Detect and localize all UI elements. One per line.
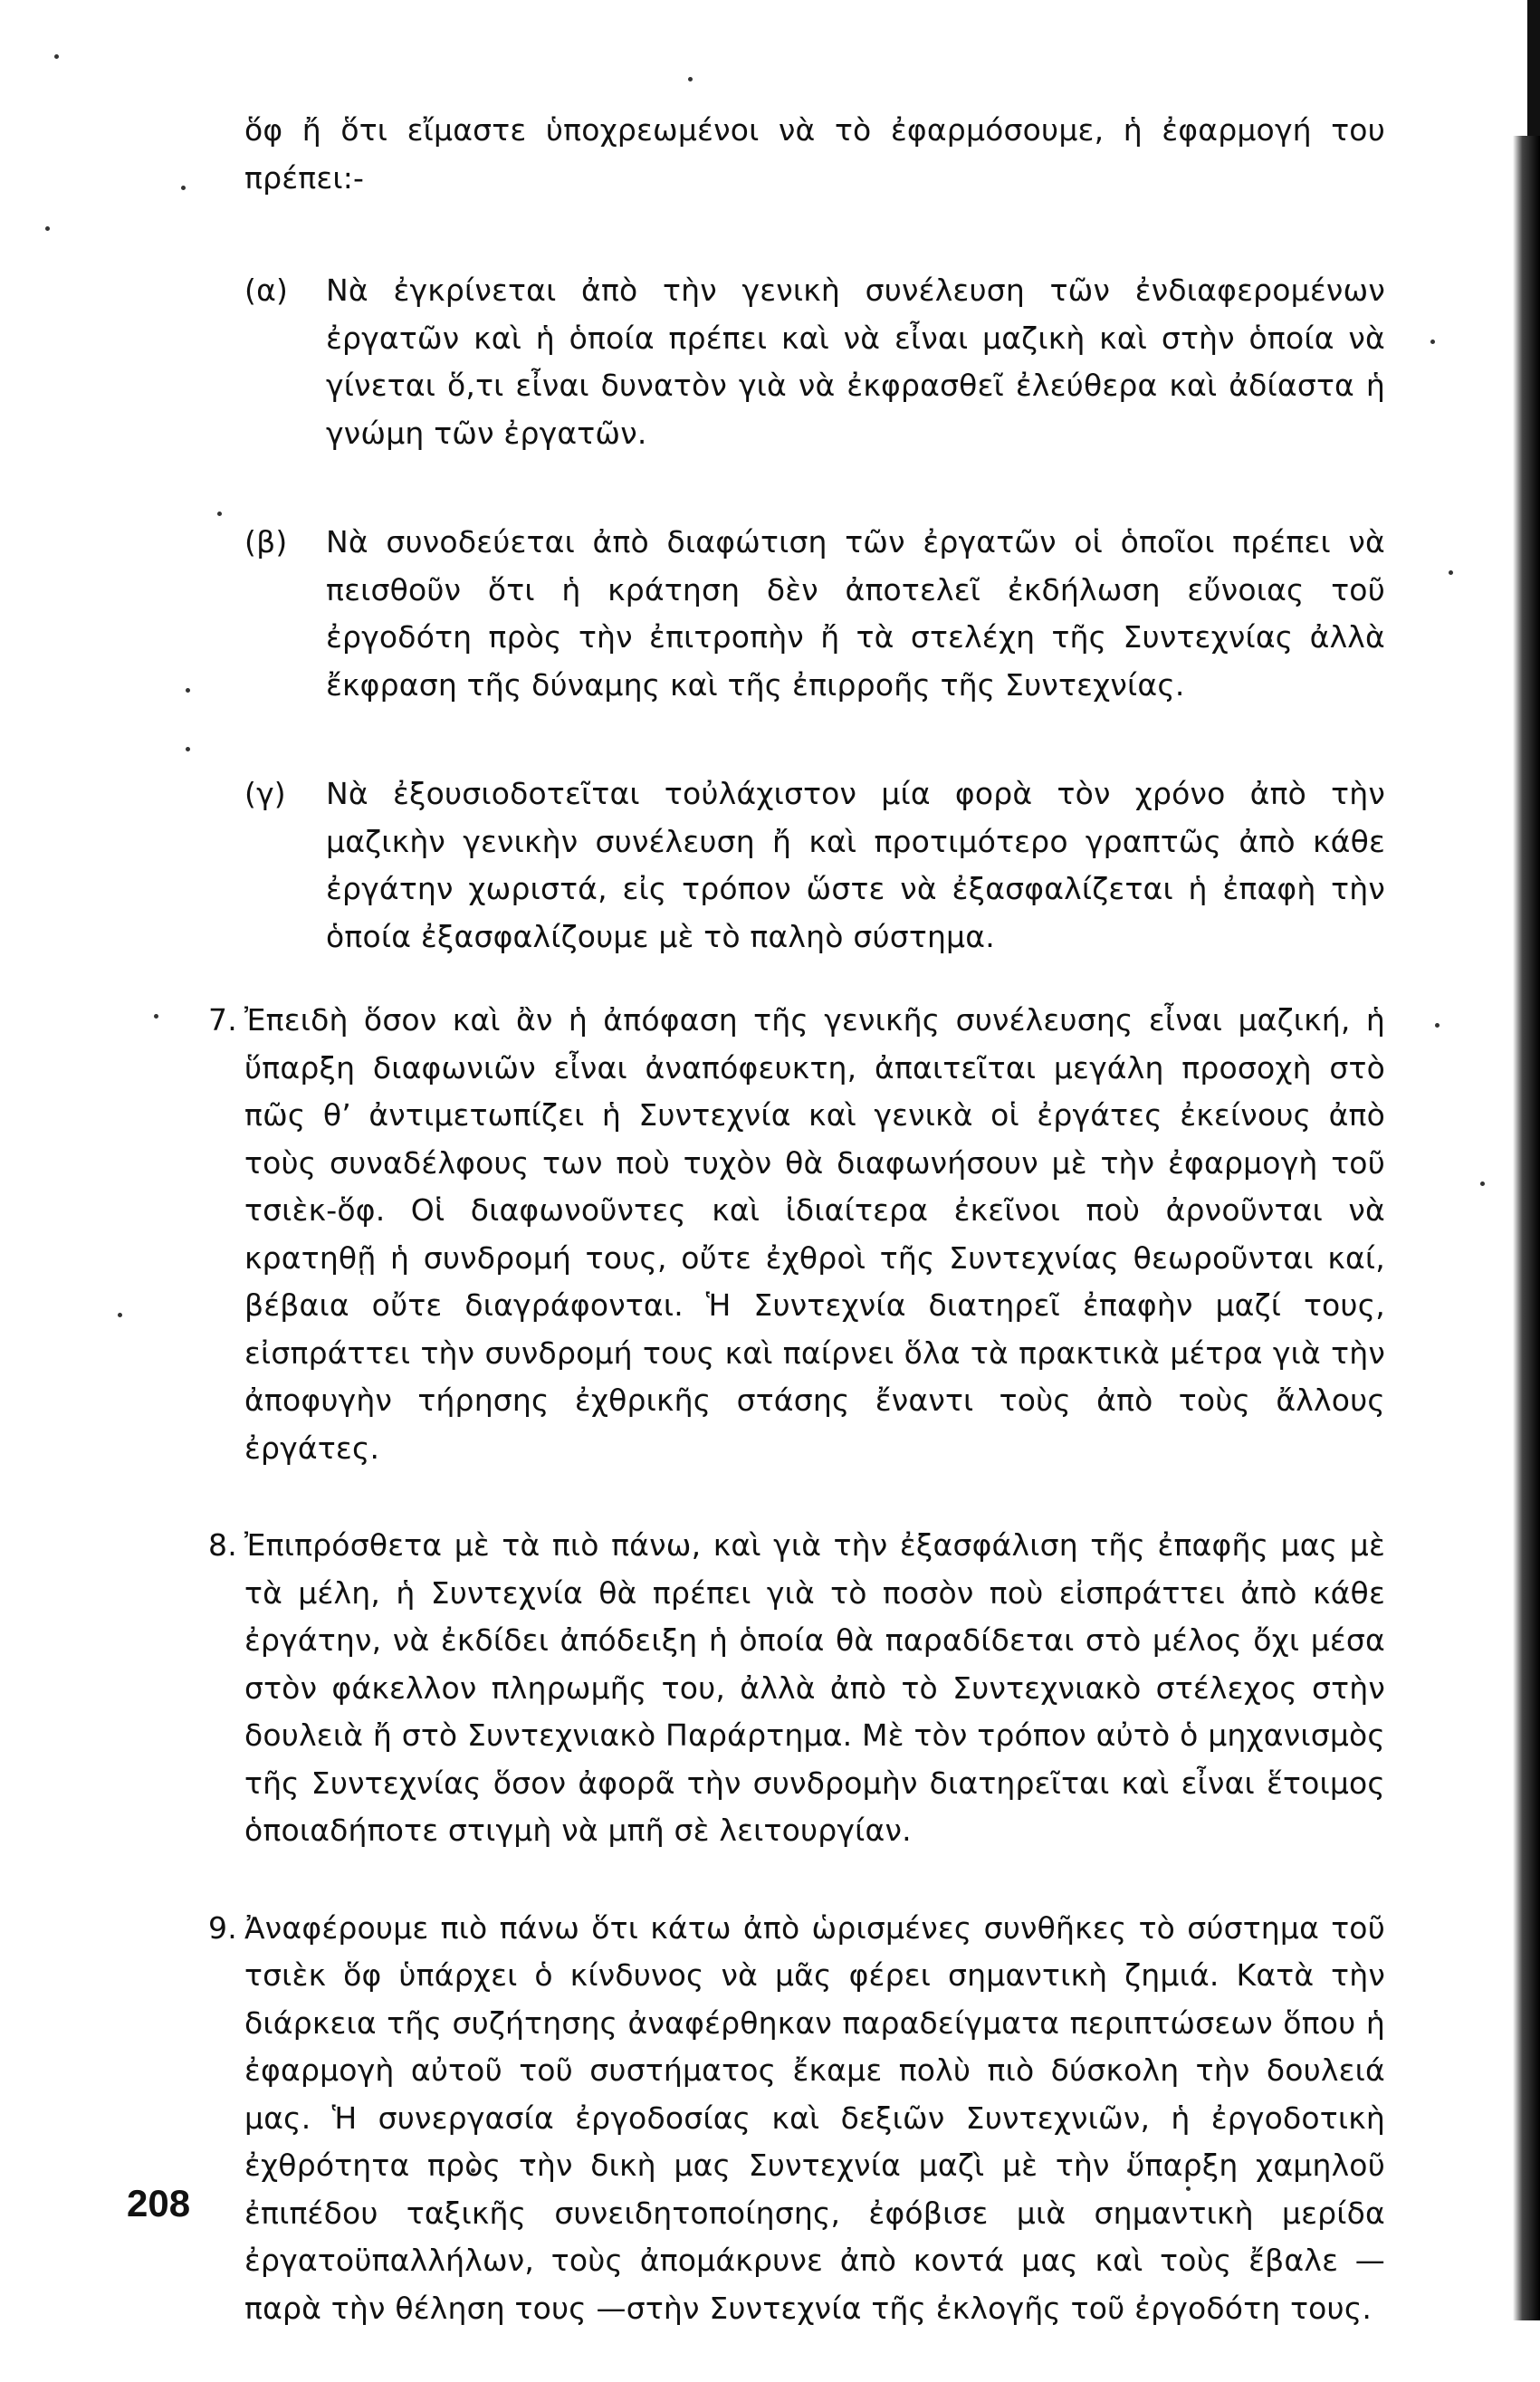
subitem-b [244,519,1385,709]
scan-speck [118,1313,122,1317]
scan-speck [186,688,190,693]
subitem-label: (α) [244,273,289,308]
item-number: 9. [208,1909,237,1946]
subitem-label: (γ) [244,776,286,811]
scan-edge-shadow [1513,136,1540,2320]
numbered-item-9 [208,1905,1385,2333]
intro-paragraph: ὅφ ἤ ὅτι εἴμαστε ὑποχρεωμένοι νὰ τὸ ἐφαρμόσουμε, ἡ ἐφαρμογή του πρέπει:- [244,112,1385,196]
scan-speck [1449,570,1453,575]
scan-speck [688,77,693,81]
scan-speck [186,747,190,751]
subitem-a [244,267,1385,457]
main-text [208,107,1385,2382]
numbered-item-7 [208,997,1385,1472]
scan-speck [154,1014,158,1019]
subitem-c [244,770,1385,961]
scan-speck [45,226,50,231]
item-number: 8. [208,1527,237,1563]
subitem-text: Νὰ ἐγκρίνεται ἀπὸ τὴν γενικὴ συνέλευση τῶν ἐνδιαφερομένων ἐργατῶν καὶ ἡ ὁποία πρέπει καὶ νὰ εἶναι μαζικὴ καὶ στὴν ὁποία νὰ γίνεται ὅ,τι εἶναι δυνατὸν γιὰ νὰ ἐκφρασθεῖ ἐλεύθερα καὶ ἀδίαστα ἡ γνώμη τῶν ἐργατῶν. [326,273,1385,451]
scan-edge-top [1527,0,1540,136]
subitem-label: (β) [244,524,288,560]
page-number: 208 [127,2182,191,2224]
item-text: Ἐπιπρόσθετα μὲ τὰ πιὸ πάνω, καὶ γιὰ τὴν ἐξασφάλιση τῆς ἐπαφῆς μας μὲ τὰ μέλη, ἡ Συντεχνία θὰ πρέπει γιὰ τὸ ποσὸν ποὺ εἰσπράττει ἀπὸ κάθε ἐργάτην, νὰ ἐκδίδει ἀπόδειξη ἡ ὁποία θὰ παραδίδεται στὸ μέλος ὄχι μέσα στὸν φάκελλον πληρωμῆς του, ἀλλὰ ἀπὸ τὸ Συντεχνιακὸ στέλεχος στὴν δουλειὰ ἤ στὸ Συντεχνιακὸ Παράρτημα. Μὲ τὸν τρόπον αὐτὸ ὁ μηχανισμὸς τῆς Συντεχνίας ὅσον ἀφορᾶ τὴν συνδρομὴν διατηρεῖται καὶ εἶναι ἕτοιμος ὁποιαδήποτε στιγμὴ νὰ μπῆ σὲ λειτουργίαν. [244,1527,1385,1848]
scan-speck [1435,1023,1440,1028]
subitem-text: Νὰ ἐξουσιοδοτεῖται τοὐλάχιστον μία φορὰ τὸν χρόνο ἀπὸ τὴν μαζικὴν γενικὴν συνέλευση ἤ καὶ προτιμότερο γραπτῶς ἀπὸ κάθε ἐργάτην χωριστά, εἰς τρόπον ὥστε νὰ ἐξασφαλίζεται ἡ ἐπαφὴ τὴν ὁποία ἐξασφαλίζουμε μὲ τὸ παληὸ σύστημα. [326,776,1385,954]
scan-speck [217,512,222,516]
scan-speck [1430,340,1435,344]
scan-speck [1480,1181,1485,1186]
item-text: Ἐπειδὴ ὅσον καὶ ἂν ἡ ἀπόφαση τῆς γενικῆς συνέλευσης εἶναι μαζική, ἡ ὕπαρξη διαφωνιῶν εἶναι ἀναπόφευκτη, ἀπαιτεῖται μεγάλη προσοχὴ στὸ πῶς θ’ ἀντιμετωπίζει ἡ Συντεχνία καὶ γενικὰ οἱ ἐργάτες ἐκείνους ἀπὸ τοὺς συναδέλφους των ποὺ τυχὸν θὰ διαφωνήσουν μὲ τὴν ἐφαρμογὴ τοῦ τσιὲκ-ὅφ. Οἱ διαφωνοῦντες καὶ ἰδιαίτερα ἐκεῖνοι ποὺ ἀρνοῦνται νὰ κρατηθῇ ἡ συνδρομή τους, οὔτε ἐχθροὶ τῆς Συντεχνίας θεωροῦνται καί, βέβαια οὔτε διαγράφονται. Ἡ Συντεχνία διατηρεῖ ἐπαφὴν μαζί τους, εἰσπράττει τὴν συνδρομή τους καὶ παίρνει ὅλα τὰ πρακτικὰ μέτρα γιὰ τὴν ἀποφυγὴν τήρησης ἐχθρικῆς στάσης ἔναντι τοὺς ἀπὸ τοὺς ἄλλους ἐργάτες. [244,1002,1385,1466]
subitem-text: Νὰ συνοδεύεται ἀπὸ διαφώτιση τῶν ἐργατῶν οἱ ὁποῖοι πρέπει νὰ πεισθοῦν ὅτι ἡ κράτηση δὲν ἀποτελεῖ ἐκδήλωση εὔνοιας τοῦ ἐργοδότη πρὸς τὴν ἐπιτροπὴν ἤ τὰ στελέχη τῆς Συντεχνίας ἀλλὰ ἔκφραση τῆς δύναμης καὶ τῆς ἐπιρροῆς τῆς Συντεχνίας. [326,524,1385,703]
numbered-item-8 [208,1522,1385,1855]
scan-speck [181,186,186,190]
item-text: Ἀναφέρουμε πιὸ πάνω ὅτι κάτω ἀπὸ ὡρισμένες συνθῆκες τὸ σύστημα τοῦ τσιὲκ ὅφ ὑπάρχει ὁ κίνδυνος νὰ μᾶς φέρει σημαντικὴ ζημιά. Κατὰ τὴν διάρκεια τῆς συζήτησης ἀναφέρθηκαν παραδείγματα περιπτώσεων ὅπου ἡ ἐφαρμογὴ αὐτοῦ τοῦ συστήματος ἔκαμε πολὺ πιὸ δύσκολη τὴν δουλειά μας. Ἡ συνεργασία ἐργοδοσίας καὶ δεξιῶν Συντεχνιῶν, ἡ ἐργοδοτικὴ ἐχθρότητα πρὸς τὴν δικὴ μας Συντεχνία μαζὶ μὲ τὴν ὕπαρξη χαμηλοῦ ἐπιπέδου ταξικῆς συνειδητοποίησης, ἐφόβισε μιὰ σημαντικὴ μερίδα ἐργατοϋπαλλήλων, τοὺς ἀπομάκρυνε ἀπὸ κοντά μας καὶ τοὺς ἔβαλε — παρὰ τὴν θέληση τους —στὴν Συντεχνία τῆς ἐκλογῆς τοῦ ἐργοδότη τους. [244,1909,1385,2326]
item-number: 7. [208,1002,237,1038]
scan-speck [54,54,59,59]
